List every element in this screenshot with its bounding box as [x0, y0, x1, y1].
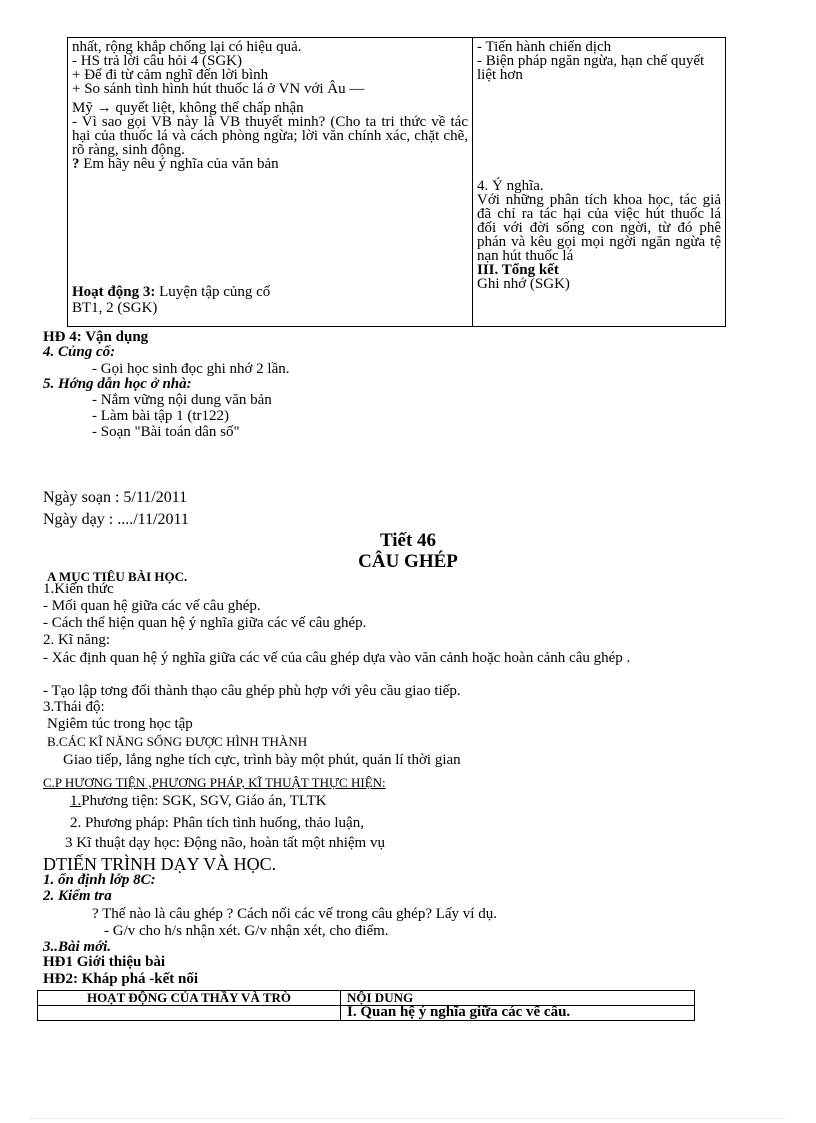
attitude-item: Ngiêm túc trong học tập	[47, 716, 193, 732]
page-footer-line	[30, 1118, 786, 1119]
summary-heading: III. Tổng kết	[477, 262, 559, 278]
lesson-table-top	[67, 37, 726, 327]
section-relationship: I. Quan hệ ý nghĩa giữa các vế câu.	[341, 1006, 695, 1021]
text-line: nhất, rộng khắp chống lại có hiệu quả.	[72, 39, 302, 55]
section-b-item: Giao tiếp, lắng nghe tích cực, trình bày một phút, quản lí thời gian	[63, 752, 461, 768]
activity-2-heading: HĐ2: Kháp phá -kết nối	[43, 971, 199, 987]
homework-heading: 5. Hớng dẫn học ở nhà:	[43, 376, 192, 392]
question-line	[72, 157, 468, 171]
text-line: + Để đi từ cảm nghĩ đến lời bình	[72, 67, 269, 83]
section-c-item: 2. Phương pháp: Phân tích tình huống, thảo luận,	[70, 815, 364, 831]
section-b-heading: B.CÁC KĨ NĂNG SỐNG ĐƯỢC HÌNH THÀNH	[47, 734, 308, 749]
homework-item: - Làm bài tập 1 (tr122)	[92, 408, 230, 424]
section-c-item	[70, 794, 327, 809]
homework-item: - Soạn "Bài toán dân số"	[92, 424, 240, 440]
consolidation-item: - Gọi học sinh đọc ghi nhớ 2 lần.	[92, 361, 290, 377]
step-3: 3..Bài mới.	[43, 939, 112, 955]
header-activities: HOẠT ĐỘNG CỦA THẦY VÀ TRÒ	[38, 991, 341, 1006]
check-question: ? Thế nào là câu ghép ? Cách nối các vế trong câu ghép? Lấy ví dụ.	[92, 906, 497, 922]
section-c-heading: C.P HƯƠNG TIỆN ,PHƯƠNG PHÁP, KĨ THUẬT THỰC HIỆN:	[43, 775, 386, 790]
section-a-heading: A MỤC TIÊU BÀI HỌC.	[47, 569, 188, 584]
text-line: - Biện pháp ngăn ngừa, hạn chế quyết liệt hơn	[477, 53, 705, 83]
knowledge-item: - Mối quan hệ giữa các vế câu ghép.	[43, 598, 261, 614]
meaning-heading: 4. Ý nghĩa.	[477, 178, 544, 194]
header-content: NỘI DUNG	[341, 991, 695, 1006]
knowledge-item: - Cách thể hiện quan hệ ý nghĩa giữa các vế câu ghép.	[43, 615, 367, 631]
check-note: - G/v cho h/s nhận xét. G/v nhận xét, cho điểm.	[104, 923, 389, 939]
colon: :	[110, 344, 116, 360]
activity-3	[72, 285, 270, 299]
lesson-title: CÂU GHÉP	[358, 551, 458, 572]
section-d-heading: DTIẾN TRÌNH DẠY VÀ HỌC.	[43, 854, 277, 874]
teach-date: Ngày dạy : ..../11/2011	[43, 511, 189, 528]
text-line: - Tiến hành chiến dịch	[477, 39, 612, 55]
subheading-attitude: 3.Thái độ:	[43, 699, 105, 715]
step-1: 1. ổn định lớp 8C:	[43, 872, 156, 888]
lesson-table-bottom	[37, 990, 695, 1021]
question-mark: ?	[72, 156, 80, 172]
exercise-line: BT1, 2 (SGK)	[72, 300, 158, 316]
activity-3-label: Hoạt động 3:	[72, 284, 156, 300]
section-c-item: 3 Kĩ thuật dạy học: Động não, hoàn tất một nhiệm vụ	[65, 835, 385, 851]
activity-3-text: Luyện tập củng cố	[155, 284, 271, 300]
summary-text: Ghi nhớ (SGK)	[477, 276, 570, 292]
activity-1-heading: HĐ1 Giới thiệu bài	[43, 954, 166, 970]
subheading-knowledge: 1.Kiến thức	[43, 581, 114, 597]
step-2: 2. Kiểm tra	[43, 888, 112, 904]
skills-item: - Tạo lập tơng đối thành thạo câu ghép phù hợp với yêu cầu giao tiếp.	[43, 683, 461, 699]
subheading-skills: 2. Kĩ năng:	[43, 632, 111, 648]
item-number: 1.	[70, 793, 82, 809]
text-line: + So sánh tình hình hút thuốc lá ở VN với Âu —	[72, 81, 365, 97]
table-cell-content	[473, 38, 726, 327]
cell-empty	[38, 1006, 341, 1021]
item-text: Phương tiện: SGK, SGV, Giáo án, TLTK	[81, 793, 327, 809]
meaning-text: Với những phân tích khoa học, tác giả đã chỉ ra tác hại của việc hút thuốc lá đối với đời sống con ngời, từ đó phê phán và kêu gọi mọi ngời ngăn ngừa tệ nạn hút thuốc lá	[477, 192, 721, 264]
text-paragraph: - Vì sao gọi VB này là VB thuyết minh? (Cho ta tri thức về tác hại của thuốc lá và cách phòng ngừa; lời văn chính xác, chặt chẽ, rõ ràng, sinh động.	[72, 114, 468, 158]
table-cell-activities	[68, 38, 473, 327]
consolidation-heading	[43, 345, 115, 360]
activity-4-heading: HĐ 4: Vận dụng	[43, 329, 149, 345]
homework-item: - Nắm vững nội dung văn bản	[92, 392, 272, 408]
text-line: - HS trả lời câu hỏi 4 (SGK)	[72, 53, 242, 69]
question-text: Em hãy nêu ý nghĩa của văn bản	[79, 156, 279, 172]
lesson-number: Tiết 46	[379, 530, 437, 551]
meaning-block	[477, 179, 721, 291]
text-line: Mỹ → quyết liệt, không thể chấp nhận	[72, 100, 304, 116]
consolidation-label: 4. Củng cố	[43, 344, 111, 360]
skills-item: - Xác định quan hệ ý nghĩa giữa các vế của câu ghép dựa vào văn cảnh hoặc hoàn cảnh câu ghép .	[43, 650, 631, 666]
prep-date: Ngày soạn : 5/11/2011	[43, 489, 188, 506]
